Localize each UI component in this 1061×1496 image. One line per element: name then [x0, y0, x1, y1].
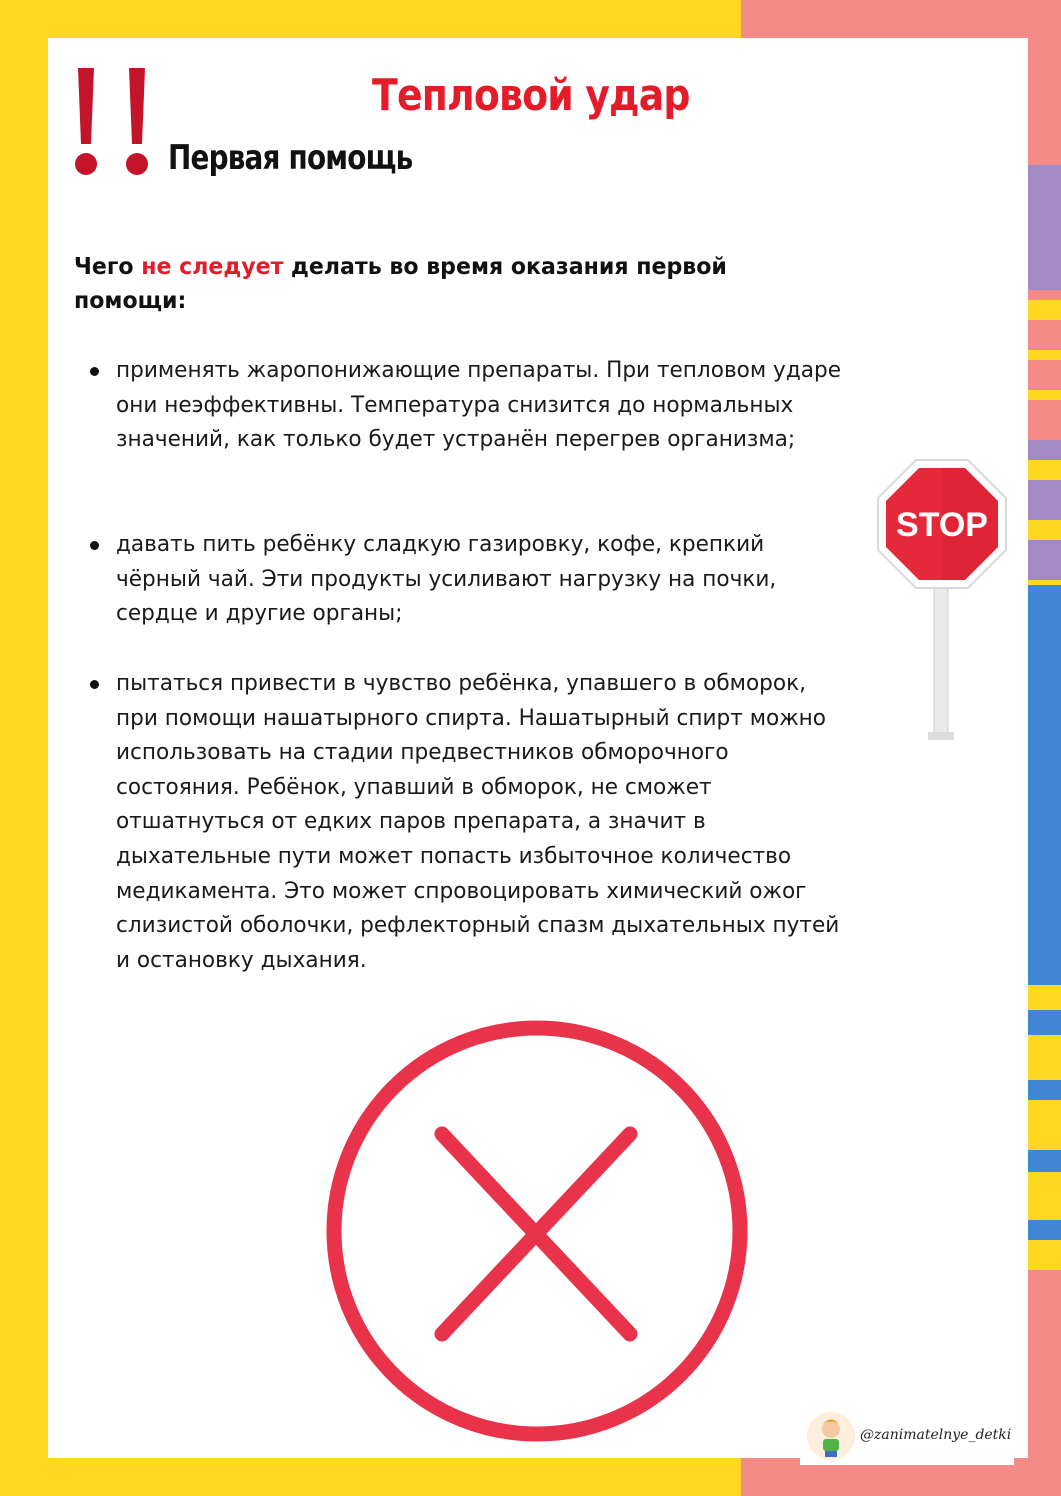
- page-title: Тепловой удар: [372, 70, 690, 121]
- intro-text-start: Чего: [74, 254, 142, 280]
- intro-paragraph: [74, 250, 765, 318]
- list-item-text: пытаться привести в чувство ребёнка, упавшего в обморок, при помощи нашатырного спирта. Нашатырный спирт можно использовать на стадии предвестников обморочного состояния. Ребёнок, упавший в обморок, не сможет отшатнуться от едких паров препарата, а значит в дыхательные пути может попасть избыточное количество медикамента. Это может спровоцировать химический ожог слизистой оболочки, рефлекторный спазм дыхательных путей и остановку дыхания.: [116, 670, 840, 973]
- list-item: [88, 353, 876, 457]
- brand-footer: [800, 1407, 1014, 1465]
- child-avatar-icon: [806, 1411, 856, 1461]
- bullet-icon: [90, 367, 99, 376]
- exclamation-icon: [74, 64, 152, 182]
- cross-circle-icon: [324, 1018, 754, 1448]
- list-item: [88, 666, 876, 977]
- list-item-text: применять жаропонижающие препараты. При тепловом ударе они неэффективны. Температура снизится до нормальных значений, как только будет устранён перегрев организма;: [116, 357, 842, 453]
- intro-text-end: делать во время оказания первой помощи:: [74, 254, 727, 314]
- bullet-icon: [90, 680, 99, 689]
- stop-sign-icon: [872, 456, 1012, 746]
- bullet-icon: [90, 541, 99, 550]
- stop-sign-label: STOP: [896, 506, 988, 544]
- social-handle: @zanimatelnye_detki: [860, 1427, 1012, 1443]
- list-item-text: давать пить ребёнку сладкую газировку, кофе, крепкий чёрный чай. Эти продукты усиливают нагрузку на почки, сердце и другие органы;: [116, 531, 777, 627]
- intro-highlight: не следует: [141, 254, 284, 280]
- list-item: [88, 527, 876, 631]
- page-subtitle: Первая помощь: [168, 138, 413, 178]
